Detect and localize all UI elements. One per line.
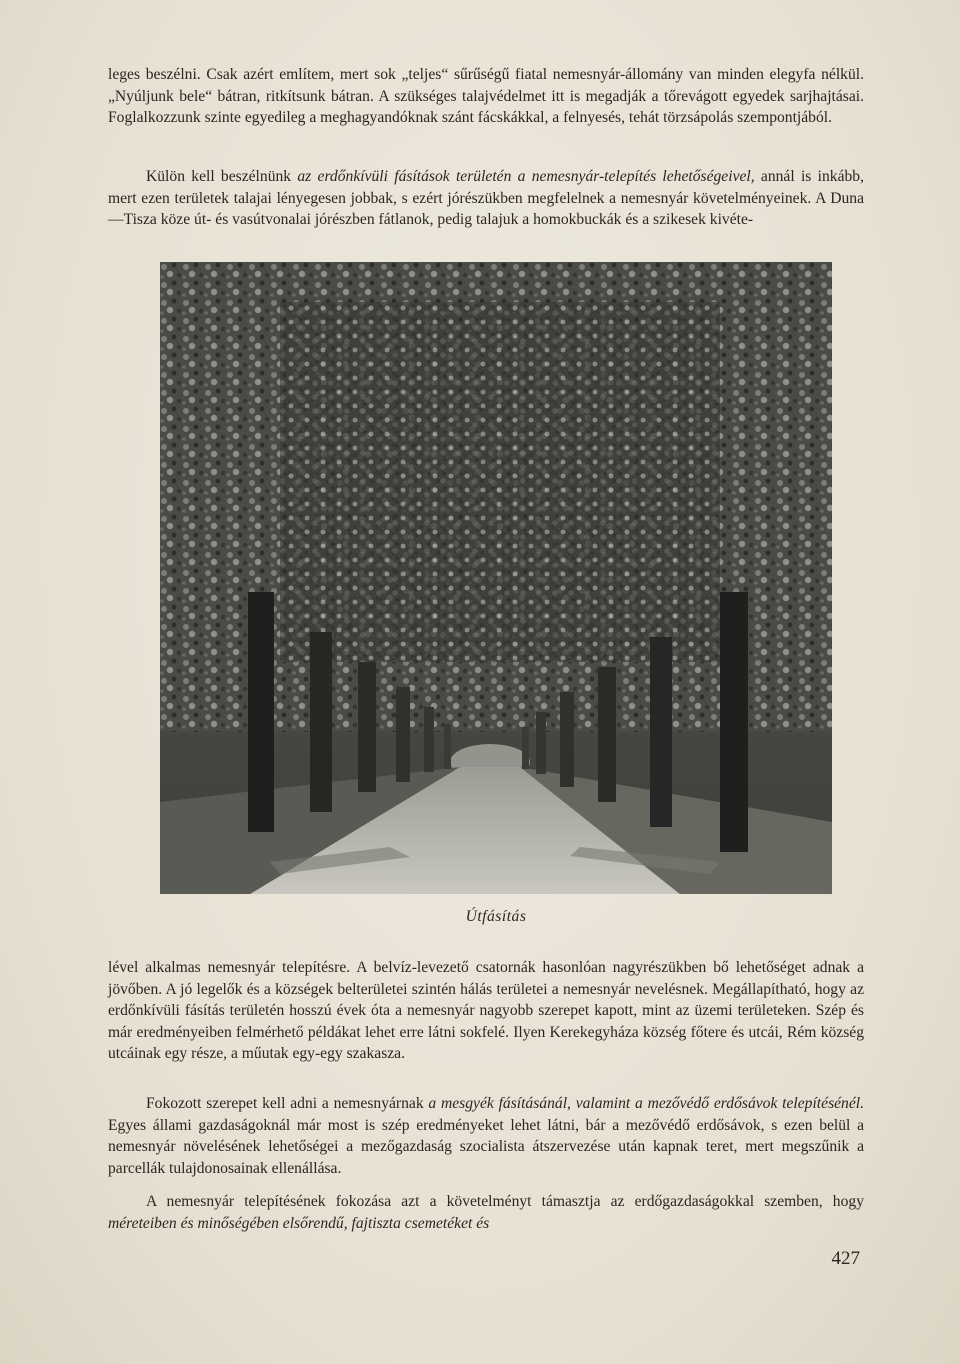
- photo-illustration: [160, 262, 832, 894]
- paragraph-2: [108, 166, 864, 231]
- photo-caption: Útfásítás: [465, 908, 527, 925]
- paragraph-5-text-start: A nemesnyár telepítésének fokozása azt a követelményt támasztja az erdőgazdaságokkal szemben, hogy: [146, 1193, 864, 1210]
- paragraph-3-text: lével alkalmas nemesnyár telepítésre. A belvíz-levezető csatornák hasonlóan nagyrészükben bő lehetőséget adnak a jövőben. A jó legelők és a községek belterületei szintén hálás területei a nemesnyár nevelésnek. Megállapítható, hogy az erdőnkívüli fásítás területén hosszú évek óta a nemesnyár nagyobb szerepet kapott, mint az üzemi területeken. Szép és már eredményeiben felmérhető példákat lehet erre látni sokfelé. Ilyen Kerekegyháza község főtere és utcái, Rém község utcáinak egy része, a műutak egy-egy szakasza.: [108, 959, 864, 1062]
- tree-lined-road-photo: [160, 262, 832, 894]
- paragraph-5-emphasis: méreteiben és minőségében elsőrendű, fajtiszta csemetéket és: [108, 1214, 490, 1232]
- paragraph-4-text-start: Fokozott szerepet kell adni a nemesnyárnak: [146, 1095, 429, 1112]
- paragraph-2-emphasis: az erdőnkívüli fásítások területén a nemesnyár-telepítés lehetőségeivel,: [297, 168, 755, 185]
- paragraph-5: [108, 1191, 864, 1234]
- page-number: 427: [831, 1248, 860, 1269]
- paragraph-4-text-end: Egyes állami gazdaságoknál már most is szép eredményeket lehet látni, bár a mezővédő erdősávok, s ezen belül a nemesnyár növelésének lehetőségei a mezőgazdaság szocialista átszervezése után kapnak teret, mert megszűnik a parcellák tulajdonosainak ellenállása.: [108, 1116, 864, 1177]
- paragraph-2-text-start: Külön kell beszélnünk: [146, 168, 298, 185]
- paragraph-1: [108, 64, 864, 129]
- paragraph-3: [108, 957, 864, 1065]
- paragraph-1-text: leges beszélni. Csak azért említem, mert sok „teljes“ sűrűségű fiatal nemesnyár-állomány van minden elegyfa nélkül. „Nyúljunk bele“ bátran, ritkítsunk bátran. A szükséges talajvédelmet itt is megadják a tőrevágott egyedek sarjhajtásai. Foglalkozzunk szinte egyedileg a meghagyandóknak szánt fácskákkal, a felnyesés, tehát törzsápolás szempontjából.: [108, 66, 864, 126]
- paragraph-4: [108, 1093, 864, 1179]
- paragraph-2-text-end: annál is inkább, mert ezen területek talajai lényegesen jobbak, s ezért jórészükben megfelelnek a nemesnyár követelményeinek. A Duna—Tisza köze út- és vasútvonalai jórészben fátlanok, pedig talajuk a homokbuckák és a szikesek kivéte-: [108, 168, 864, 228]
- paragraph-4-emphasis: a mesgyék fásításánál, valamint a mezővédő erdősávok telepítésénél.: [428, 1095, 865, 1112]
